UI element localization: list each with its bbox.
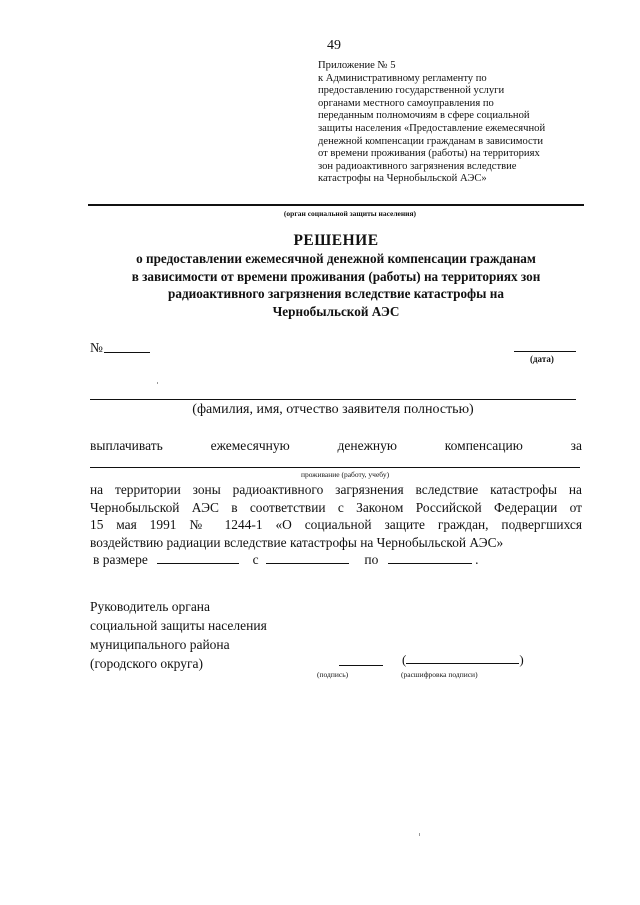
head-line: Руководитель органа bbox=[90, 599, 211, 614]
appendix-line: к Административному регламенту по bbox=[318, 72, 487, 84]
applicant-name-field[interactable] bbox=[90, 399, 576, 400]
appendix-line: переданным полномочиям в сфере социальной bbox=[318, 110, 530, 122]
subtitle-line: о предоставлении ежемесячной денежной компенсации гражданам bbox=[136, 251, 536, 266]
from-label: с bbox=[252, 552, 259, 567]
amount-label: в размере bbox=[93, 552, 148, 567]
body-line: воздействию радиации вследствие катастрофы на Чернобыльской АЭС» bbox=[90, 534, 504, 550]
to-label: по bbox=[364, 552, 379, 567]
residence-field[interactable] bbox=[90, 467, 580, 468]
organ-line bbox=[88, 204, 584, 206]
decode-caption: (расшифровка подписи) bbox=[401, 670, 478, 679]
subtitle-line: радиоактивного загрязнения вследствие катастрофы на bbox=[168, 286, 504, 301]
head-line: муниципального района bbox=[90, 637, 230, 652]
signature-decode-field[interactable] bbox=[406, 651, 519, 664]
appendix-line: зон радиоактивного загрязнения вследствие bbox=[318, 160, 517, 172]
decision-body bbox=[90, 481, 582, 551]
appendix-line: защиты населения «Предоставление ежемесячной bbox=[318, 122, 546, 134]
appendix-line: от времени проживания (работы) на территориях bbox=[318, 148, 540, 160]
amount-field[interactable] bbox=[157, 551, 239, 564]
from-date-field[interactable] bbox=[266, 551, 349, 564]
scan-speck bbox=[157, 382, 158, 384]
document-title: РЕШЕНИЕ bbox=[293, 232, 379, 249]
pay-word: ежемесячную bbox=[210, 438, 290, 453]
decode-open: ( bbox=[402, 652, 407, 667]
head-line: социальной защиты населения bbox=[90, 618, 267, 633]
signature-field[interactable] bbox=[339, 665, 383, 666]
amount-row bbox=[93, 551, 479, 568]
end-period: . bbox=[475, 552, 479, 567]
appendix-block bbox=[318, 60, 588, 186]
pay-word: денежную bbox=[337, 438, 397, 453]
number-field[interactable] bbox=[104, 352, 150, 353]
payment-row bbox=[90, 438, 582, 454]
appendix-line: органами местного самоуправления по bbox=[318, 97, 494, 109]
document-subtitle bbox=[88, 250, 584, 320]
to-date-field[interactable] bbox=[388, 551, 472, 564]
appendix-line: денежной компенсации гражданам в зависимости bbox=[318, 135, 544, 147]
applicant-caption: (фамилия, имя, отчество заявителя полностью) bbox=[192, 402, 474, 417]
date-caption: (дата) bbox=[530, 354, 554, 364]
subtitle-line: Чернобыльской АЭС bbox=[272, 303, 400, 319]
pay-word: за bbox=[570, 438, 582, 453]
decode-close: ) bbox=[519, 652, 524, 667]
pay-word: выплачивать bbox=[90, 438, 163, 453]
pay-word: компенсацию bbox=[444, 438, 523, 453]
signature-caption: (подпись) bbox=[317, 670, 349, 679]
body-line: на территории зоны радиоактивного загрязнения вследствие катастрофы на bbox=[90, 482, 582, 497]
head-line: (городского округа) bbox=[90, 656, 204, 671]
body-line: Чернобыльской АЭС в соответствии с Законом Российской Федерации от bbox=[90, 499, 582, 515]
organ-caption: (орган социальной защиты населения) bbox=[283, 209, 417, 218]
date-field[interactable] bbox=[514, 351, 576, 352]
appendix-line: Приложение № 5 bbox=[318, 60, 396, 71]
residence-caption: проживание (работу, учебу) bbox=[300, 470, 390, 479]
number-label: № bbox=[90, 340, 103, 355]
page-number: 49 bbox=[327, 38, 341, 53]
appendix-line: предоставлению государственной услуги bbox=[318, 85, 505, 97]
scan-speck bbox=[419, 833, 420, 836]
appendix-line: катастрофы на Чернобыльской АЭС» bbox=[318, 173, 487, 185]
body-line: 15 мая 1991 № 1244-1 «О социальной защите граждан, подвергшихся bbox=[90, 517, 582, 532]
head-signature-block bbox=[90, 597, 267, 673]
subtitle-line: в зависимости от времени проживания (работы) на территориях зон bbox=[131, 268, 541, 284]
signature-decode bbox=[402, 651, 524, 668]
